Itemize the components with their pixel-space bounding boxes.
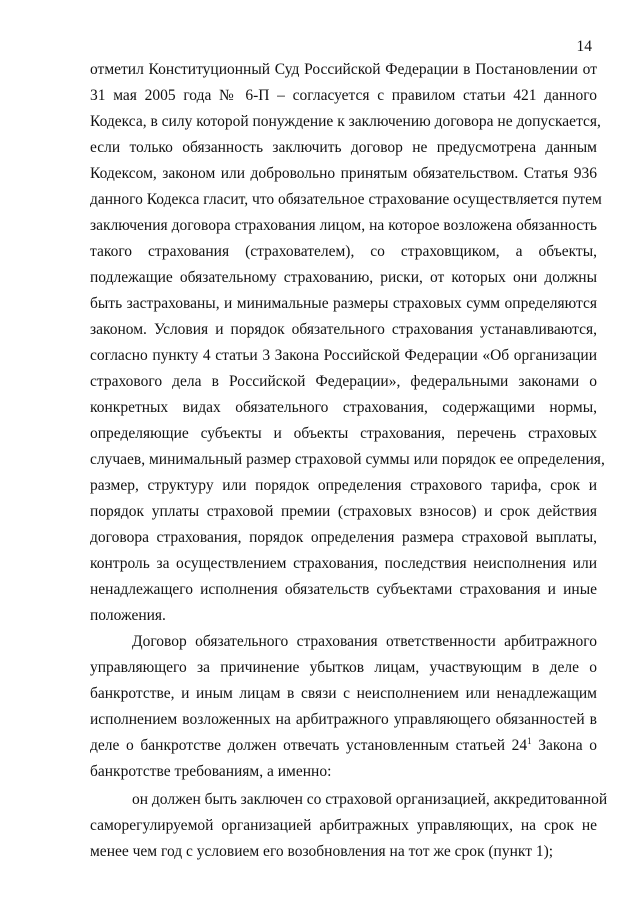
text-line: отметил Конституционный Суд Российской Федерации в Постановлении от xyxy=(90,61,597,78)
text-line: 31 мая 2005 года № 6-П – согласуется с правилом статьи 421 данного xyxy=(90,87,597,104)
text-line: менее чем год с условием его возобновления на тот же срок (пункт 1); xyxy=(90,843,554,860)
text-line: согласно пункту 4 статьи 3 Закона Российской Федерации «Об организации xyxy=(90,347,597,364)
text-line: если только обязанность заключить договор не предусмотрена данным xyxy=(90,139,597,156)
text-line: Кодекса, в силу которой понуждение к заключению договора не допускается, xyxy=(90,113,601,130)
text-line: порядок уплаты страховой премии (страховых взносов) и срок действия xyxy=(90,503,597,520)
text-line: страхового дела в Российской Федерации», федеральными законами о xyxy=(90,373,597,390)
text-line: управляющего за причинение убытков лицам, участвующим в деле о xyxy=(90,659,597,676)
footnote-mark: 1 xyxy=(527,736,532,746)
text-line: подлежащие обязательному страхованию, риски, от которых они должны xyxy=(90,269,597,286)
text-line: конкретных видах обязательного страхования, содержащими нормы, xyxy=(90,399,597,416)
text-line: саморегулируемой организацией арбитражных управляющих, на срок не xyxy=(90,817,597,834)
text-line: такого страхования (страхователем), со страховщиком, а объекты, xyxy=(90,243,597,260)
text-line: быть застрахованы, и минимальные размеры страховых сумм определяются xyxy=(90,295,597,312)
text-line: банкротстве требованиям, а именно: xyxy=(90,763,332,780)
text-line: размер, структуру или порядок определения страхового тарифа, срок и xyxy=(90,477,597,494)
text-line: контроль за осуществлением страхования, последствия неисполнения или xyxy=(90,555,597,572)
text-line: положения. xyxy=(90,607,166,624)
text-line-segment: деле о банкротстве должен отвечать установленным статьей 24 xyxy=(90,737,528,754)
text-line-with-footnote xyxy=(90,736,597,756)
text-line: законом. Условия и порядок обязательного страхования устанавливаются, xyxy=(90,321,597,338)
text-line: Договор обязательного страхования ответственности арбитражного xyxy=(132,633,597,650)
text-line: он должен быть заключен со страховой организацией, аккредитованной xyxy=(132,791,608,808)
text-line: банкротстве, и иным лицам в связи с неисполнением или ненадлежащим xyxy=(90,685,597,702)
text-line: ненадлежащего исполнения обязательств субъектами страхования и иные xyxy=(90,581,597,598)
text-line-segment: Закона о xyxy=(531,737,597,754)
text-line: Кодексом, законом или добровольно принятым обязательством. Статья 936 xyxy=(90,165,597,182)
text-line: случаев, минимальный размер страховой суммы или порядок ее определения, xyxy=(90,451,605,468)
text-line: определяющие субъекты и объекты страхования, перечень страховых xyxy=(90,425,597,442)
text-line: данного Кодекса гласит, что обязательное страхование осуществляется путем xyxy=(90,191,602,208)
text-line: договора страхования, порядок определения размера страховой выплаты, xyxy=(90,529,597,546)
text-line: исполнением возложенных на арбитражного управляющего обязанностей в xyxy=(90,711,597,728)
page-number: 14 xyxy=(576,38,592,55)
text-line: заключения договора страхования лицом, на которое возложена обязанность xyxy=(90,217,597,234)
